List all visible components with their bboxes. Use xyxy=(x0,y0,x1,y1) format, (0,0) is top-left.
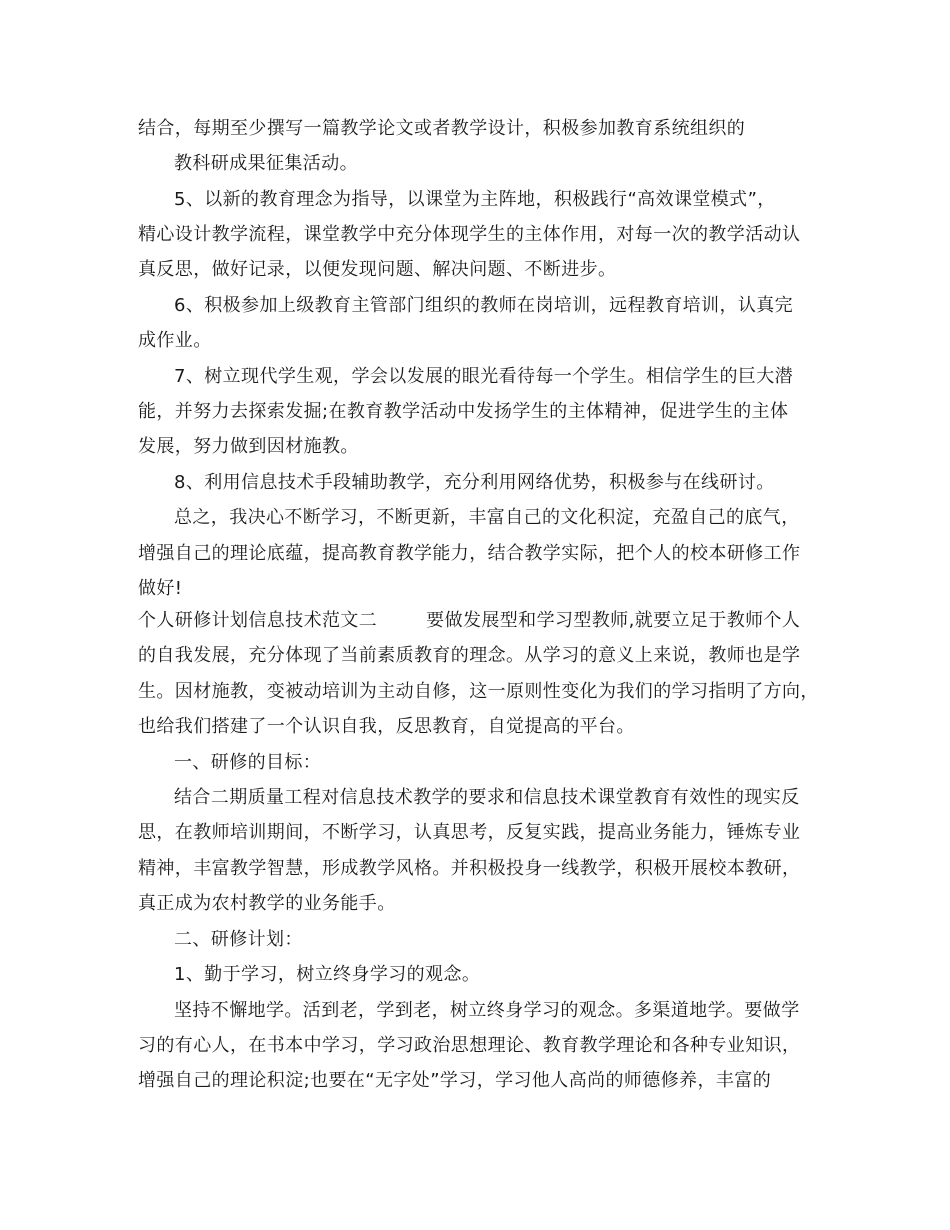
subheading: 一、研修的目标： xyxy=(174,752,322,773)
text-line: 思，在教师培训期间，不断学习，认真思考，反复实践，提高业务能力，锤炼专业 xyxy=(138,822,801,843)
text-line: 精神，丰富教学智慧，形成教学风格。并积极投身一线教学，积极开展校本教研， xyxy=(138,858,801,879)
section-heading-line: 个人研修计划信息技术范文二 要做发展型和学习型教师,就要立足于教师个人 xyxy=(138,610,801,631)
text-line: 8、利用信息技术手段辅助教学，充分利用网络优势，积极参与在线研讨。 xyxy=(174,472,775,493)
text-line: 能，并努力去探索发掘;在教育教学活动中发扬学生的主体精神，促进学生的主体 xyxy=(138,401,789,422)
text-line: 真反思，做好记录，以便发现问题、解决问题、不断进步。 xyxy=(138,259,617,280)
text-line: 真正成为农村教学的业务能手。 xyxy=(138,893,396,914)
text-line: 成作业。 xyxy=(138,330,212,351)
text-line: 精心设计教学流程，课堂教学中充分体现学生的主体作用，对每一次的教学活动认 xyxy=(138,224,801,245)
text-line: 也给我们搭建了一个认识自我，反思教育，自觉提高的平台。 xyxy=(138,716,635,737)
text-line: 做好! xyxy=(138,578,183,599)
text-line: 坚持不懈地学。活到老，学到老，树立终身学习的观念。多渠道地学。要做学 xyxy=(174,1000,800,1021)
text-line: 的自我发展，充分体现了当前素质教育的理念。从学习的意义上来说，教师也是学 xyxy=(138,645,801,666)
subheading: 二、研修计划： xyxy=(174,929,303,950)
text-line: 发展，努力做到因材施教。 xyxy=(138,436,359,457)
text-line: 结合，每期至少撰写一篇教学论文或者教学设计，积极参加教育系统组织的 xyxy=(138,118,746,139)
text-line: 习的有心人，在书本中学习，学习政治思想理论、教育教学理论和各种专业知识， xyxy=(138,1035,801,1056)
text-line: 5、以新的教育理念为指导，以课堂为主阵地，积极践行“高效课堂模式”， xyxy=(174,189,776,210)
text-line: 增强自己的理论底蕴，提高教育教学能力，结合教学实际，把个人的校本研修工作 xyxy=(138,543,801,564)
text-line: 6、积极参加上级教育主管部门组织的教师在岗培训，远程教育培训，认真完 xyxy=(174,295,794,316)
text-line: 7、树立现代学生观，学会以发展的眼光看待每一个学生。相信学生的巨大潜 xyxy=(174,366,794,387)
text-line: 增强自己的理论积淀;也要在“无字处”学习，学习他人高尚的师德修养，丰富的 xyxy=(138,1070,772,1091)
text-line: 结合二期质量工程对信息技术教学的要求和信息技术课堂教育有效性的现实反 xyxy=(174,787,800,808)
text-line: 生。因材施教，变被动培训为主动自修，这一原则性变化为我们的学习指明了方向， xyxy=(138,681,819,702)
text-line: 1、勤于学习，树立终身学习的观念。 xyxy=(174,964,481,985)
text-line: 总之，我决心不断学习，不断更新，丰富自己的文化积淀，充盈自己的底气， xyxy=(174,507,800,528)
text-line: 教科研成果征集活动。 xyxy=(174,153,358,174)
